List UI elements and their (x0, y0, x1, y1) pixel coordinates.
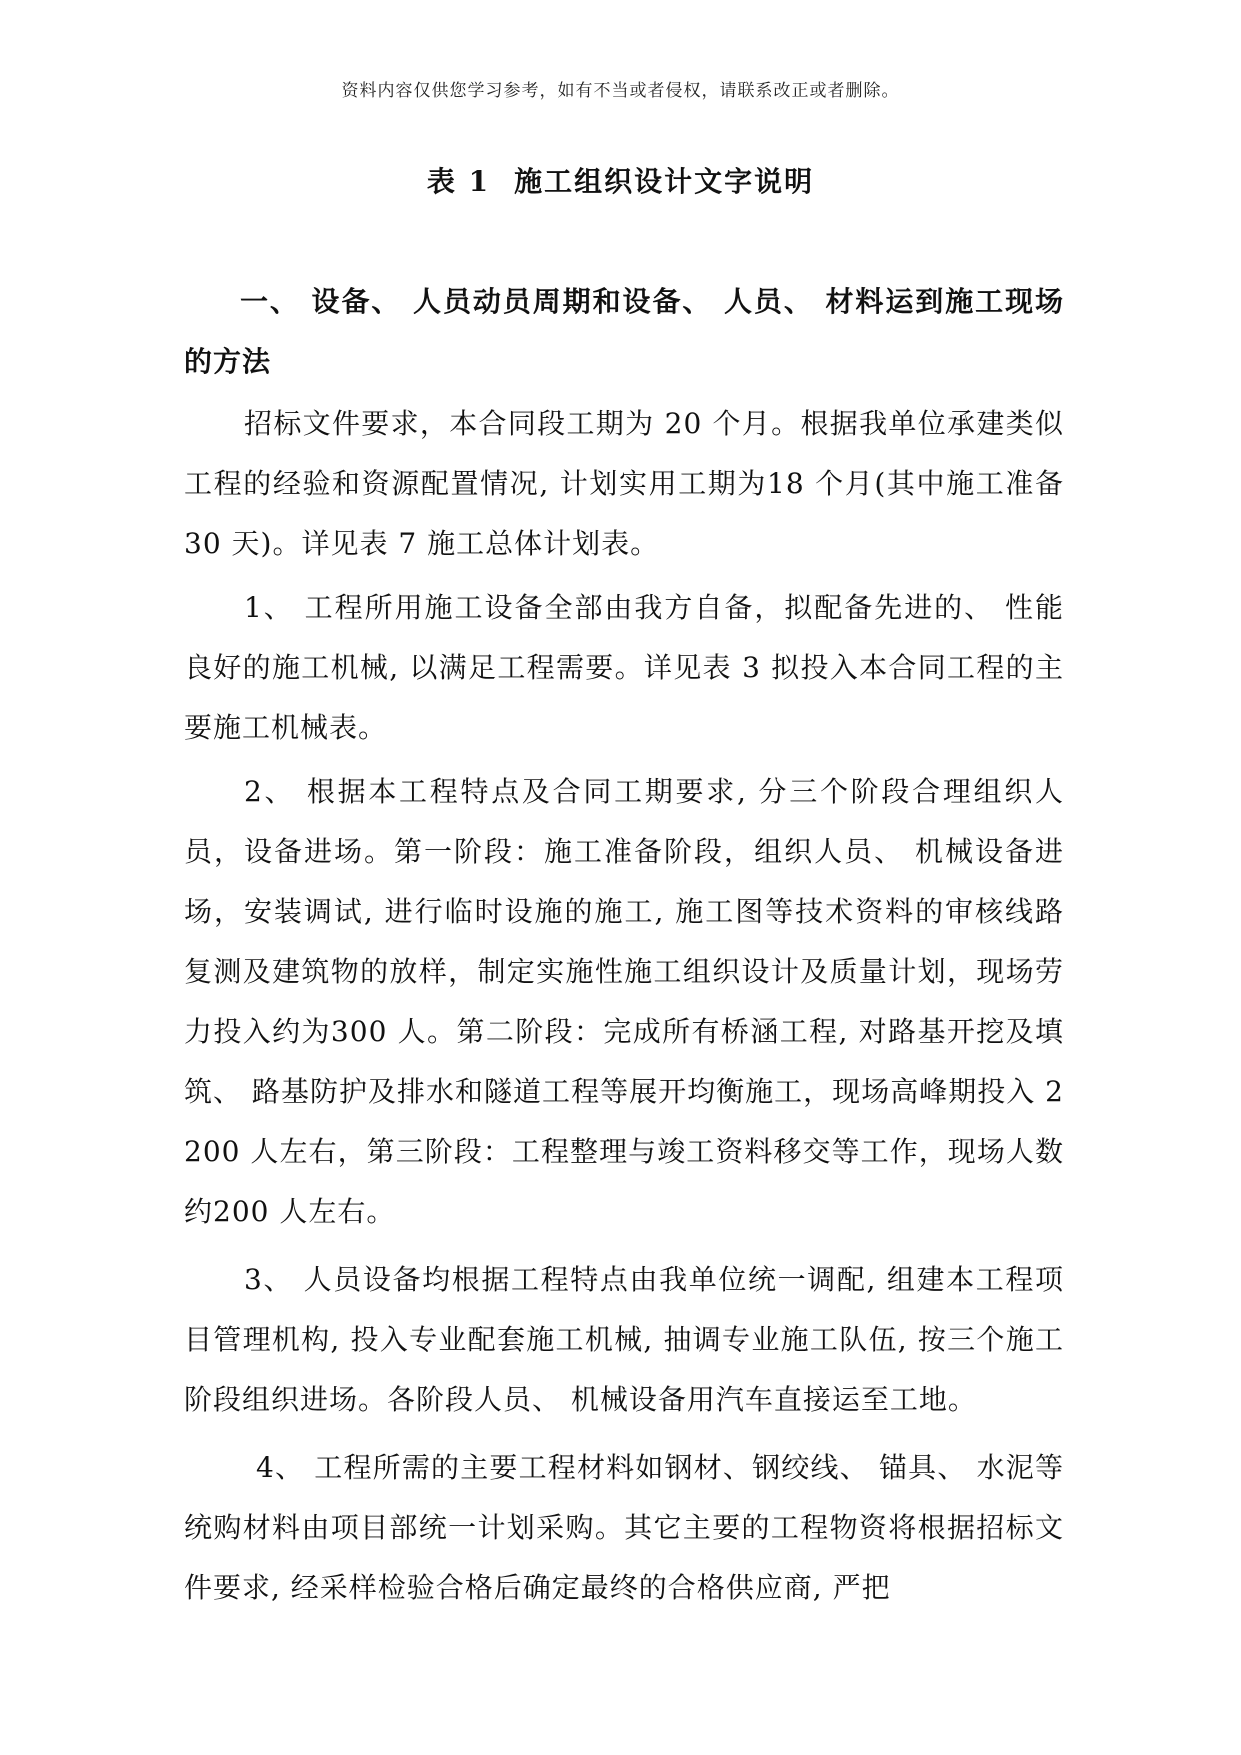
paragraph-item-1: 1、 工程所用施工设备全部由我方自备，拟配备先进的、 性能良好的施工机械, 以满足工程需要。详见表 3 拟投入本合同工程的主要施工机械表。 (184, 591, 1064, 744)
copyright-notice: 资料内容仅供您学习参考，如有不当或者侵权，请联系改正或者删除。 (341, 81, 900, 101)
paragraph-item-4: 4、 工程所需的主要工程材料如钢材、钢绞线、 锚具、 水泥等统购材料由项目部统一计划采购。其它主要的工程物资将根据招标文件要求, 经采样检验合格后确定最终的合格供应商, 严把 (184, 1451, 1064, 1604)
paragraph-item-2: 2、 根据本工程特点及合同工期要求, 分三个阶段合理组织人员，设备进场。第一阶段：施工准备阶段，组织人员、 机械设备进场，安装调试, 进行临时设施的施工, 施工图等技术资料的审核线路复测及建筑物的放样，制定实施性施工组织设计及质量计划，现场劳力投入约为300 人。第二阶段：完成所有桥涵工程, 对路基开挖及填筑、 路基防护及排水和隧道工程等展开均衡施工，现场高峰期投入 2200 人左右，第三阶段：工程整理与竣工资料移交等工作，现场人数约200 人左右。 (184, 775, 1064, 1228)
paragraph-schedule: 招标文件要求，本合同段工期为 20 个月。根据我单位承建类似工程的经验和资源配置情况, 计划实用工期为18 个月(其中施工准备 30 天)。详见表 7 施工总体计划表。 (184, 407, 1064, 560)
paragraph-item-3: 3、 人员设备均根据工程特点由我单位统一调配, 组建本工程项目管理机构, 投入专业配套施工机械, 抽调专业施工队伍, 按三个施工阶段组织进场。各阶段人员、 机械设备用汽车直接运至工地。 (184, 1263, 1064, 1416)
title-text: 施工组织设计文字说明 (514, 165, 815, 198)
document-body (184, 272, 1064, 1618)
table-label: 表 1 (426, 165, 491, 198)
section-heading: 一、 设备、 人员动员周期和设备、 人员、 材料运到施工现场的方法 (184, 285, 1064, 378)
document-title (0, 160, 1241, 200)
